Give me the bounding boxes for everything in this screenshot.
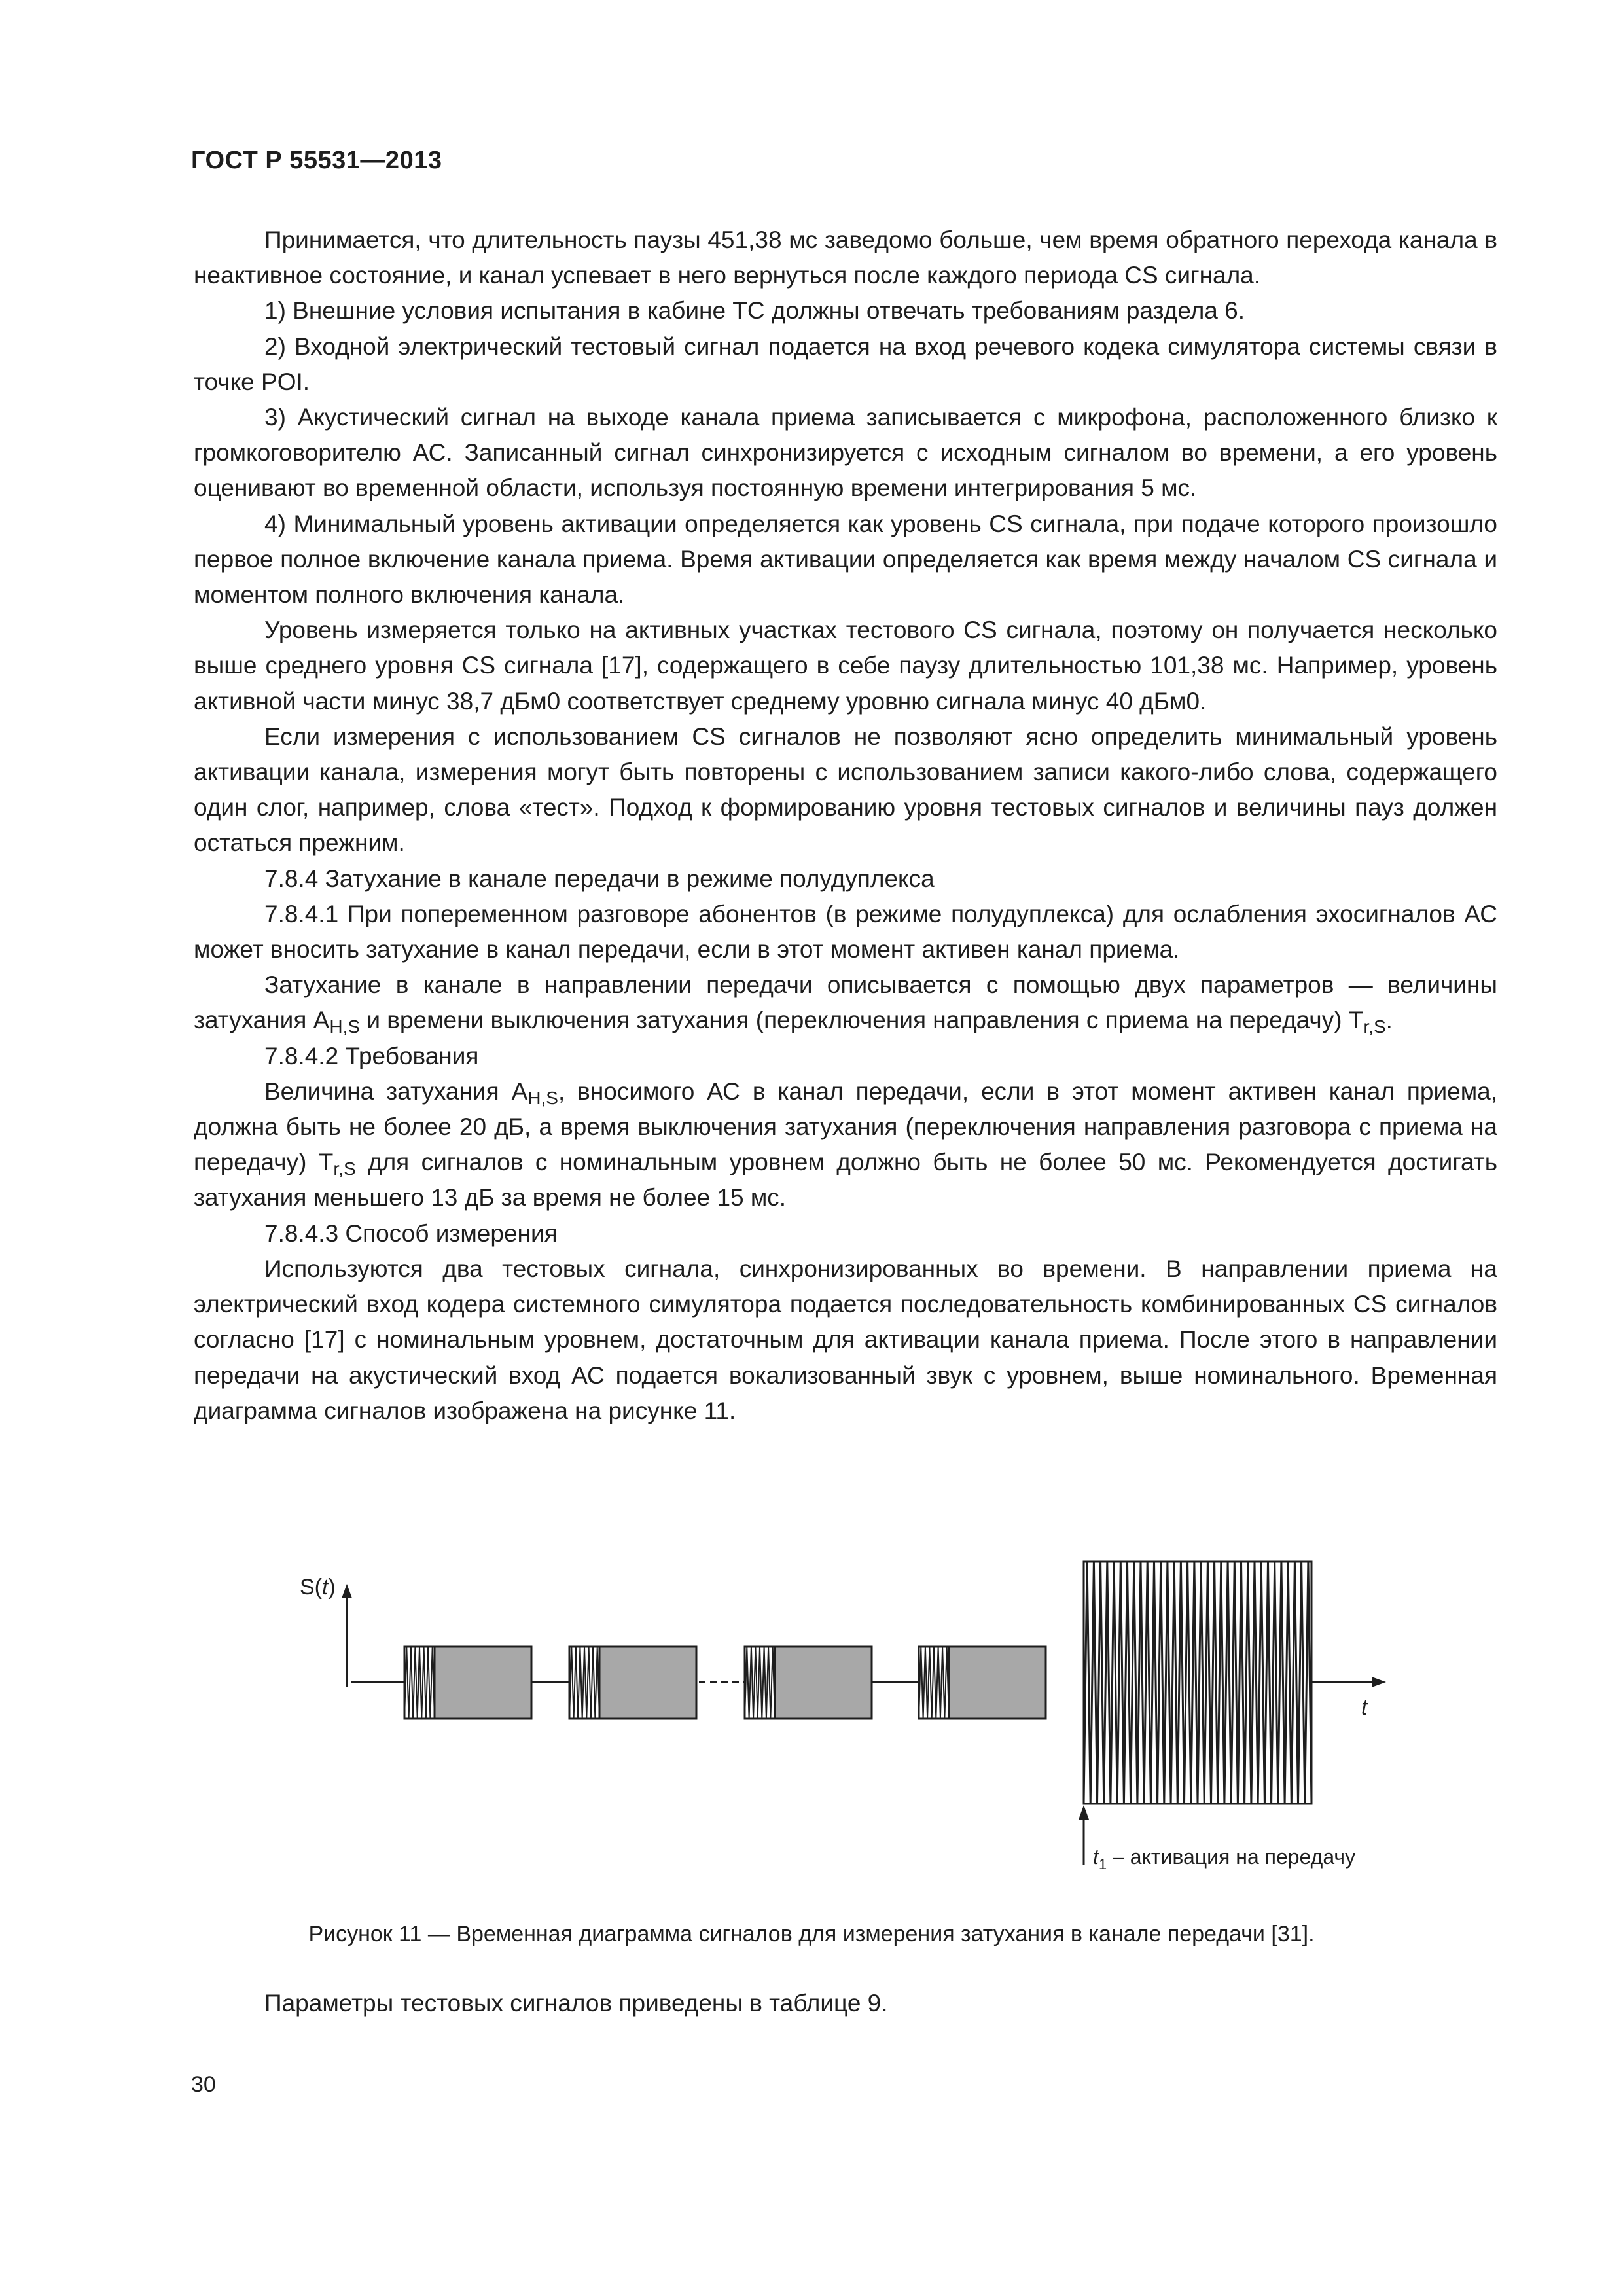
cs-signal xyxy=(745,1647,872,1719)
voiced-sound-burst xyxy=(1084,1562,1311,1804)
section-heading: 7.8.4.3 Способ измерения xyxy=(264,1219,558,1247)
paragraph: 4) Минимальный уровень активации определяется как уровень CS сигнала, при подаче которого произошло первое полное включение канала приема. Время активации определяется как время между началом CS сигнала и моментом полного включения канала. xyxy=(194,510,1497,609)
text-run: и времени выключения затухания (переключения направления с приема на передачу) T xyxy=(360,1007,1364,1034)
subscript: H,S xyxy=(527,1087,558,1108)
x-axis-arrow xyxy=(1372,1677,1386,1687)
text-run: , вносимого АС в канал передачи, если в этот момент активен канал приема, должна быть не более 20 дБ, а время выключения затухания (переключения направления разговора с приема на передачу) T xyxy=(194,1077,1497,1176)
paragraph: Принимается, что длительность паузы 451,38 мс заведомо больше, чем время обратного перехода канала в неактивное состояние, и канал успевает в него вернуться после каждого периода CS сигнала. xyxy=(194,226,1497,289)
page-number: 30 xyxy=(191,2072,216,2097)
paragraph-requirements xyxy=(194,1074,1497,1216)
cs-noise-block xyxy=(949,1647,1046,1719)
paragraph: 3) Акустический сигнал на выходе канала приема записывается с микрофона, расположенного близко к громкоговорителю АС. Записанный сигнал синхронизируется с исходным сигналом во времени, а его уровень оценивают во временной области, используя постоянную времени интегрирования 5 мс. xyxy=(194,404,1497,502)
text-run: . xyxy=(1385,1007,1393,1034)
cs-signal xyxy=(404,1647,531,1719)
paragraph: Если измерения с использованием CS сигналов не позволяют ясно определить минимальный уровень активации канала, измерения могут быть повторены с использованием записи какого-либо слова, содержащего один слог, например, слова «тест». Подход к формированию уровня тестовых сигналов и величины пауз должен остаться прежним. xyxy=(194,723,1497,857)
text-run: для сигналов с номинальным уровнем должно быть не более 50 мс. Рекомендуется достигать затухания меньшего 13 дБ за время не более 15 мс. xyxy=(194,1149,1497,1211)
paragraph: 7.8.4.1 При попеременном разговоре абонентов (в режиме полудуплекса) для ослабления эхосигналов АС может вносить затухание в канал передачи, если в этот момент активен канал приема. xyxy=(194,900,1497,963)
paragraph: Уровень измеряется только на активных участках тестового CS сигнала, поэтому он получается несколько выше среднего уровня CS сигнала [17], содержащего в себе паузу длительностью 101,38 мс. Например, уровень активной части минус 38,7 дБм0 соответствует среднему уровню сигнала минус 40 дБм0. xyxy=(194,617,1497,715)
paragraph: 2) Входной электрический тестовый сигнал подается на вход речевого кодека симулятора системы связи в точке POI. xyxy=(194,332,1497,395)
text-run: Затухание в канале в направлении передачи описывается с помощью двух параметров — величины затухания A xyxy=(194,971,1497,1034)
paragraph: 1) Внешние условия испытания в кабине ТС должны отвечать требованиям раздела 6. xyxy=(264,297,1245,325)
paragraph: Используются два тестовых сигнала, синхронизированных во времени. В направлении приема на электрический вход кодера системного симулятора подается последовательность комбинированных CS сигналов согласно [17] с номинальным уровнем, достаточным для активации канала приема. После этого в направлении передачи на акустический вход АС подается вокализованный звук с уровнем, выше номинального. Временная диаграмма сигналов изображена на рисунке 11. xyxy=(194,1255,1497,1424)
subscript: r,S xyxy=(1363,1016,1386,1037)
cs-signal xyxy=(919,1647,1046,1719)
cs-noise-block xyxy=(775,1647,872,1719)
diagram-svg xyxy=(262,1558,1440,1898)
y-axis-arrow xyxy=(342,1584,352,1598)
x-axis-label: t xyxy=(1361,1695,1368,1720)
cs-noise-block xyxy=(599,1647,696,1719)
figure-caption: Рисунок 11 — Временная диаграмма сигналов для измерения затухания в канале передачи [31]. xyxy=(308,1922,1315,1946)
t1-marker-label: $t_1$ – активация на передачу xyxy=(1093,1845,1356,1873)
text-run: Величина затухания A xyxy=(264,1077,528,1105)
cs-signal xyxy=(569,1647,696,1719)
t1-marker-arrow xyxy=(1079,1805,1089,1820)
y-axis-label: S(t) xyxy=(300,1575,336,1600)
body-text xyxy=(194,223,1497,1429)
section-heading: 7.8.4.2 Требования xyxy=(264,1042,479,1069)
section-heading: 7.8.4 Затухание в канале передачи в режиме полудуплекса xyxy=(264,865,935,892)
paragraph-attenuation xyxy=(194,967,1497,1038)
subscript: r,S xyxy=(333,1158,356,1179)
subscript: H,S xyxy=(329,1016,361,1037)
paragraph-after-figure: Параметры тестовых сигналов приведены в таблице 9. xyxy=(264,1990,888,2017)
document-header: ГОСТ Р 55531—2013 xyxy=(191,147,442,174)
signal-timing-diagram xyxy=(262,1558,1440,1898)
cs-noise-block xyxy=(435,1647,531,1719)
